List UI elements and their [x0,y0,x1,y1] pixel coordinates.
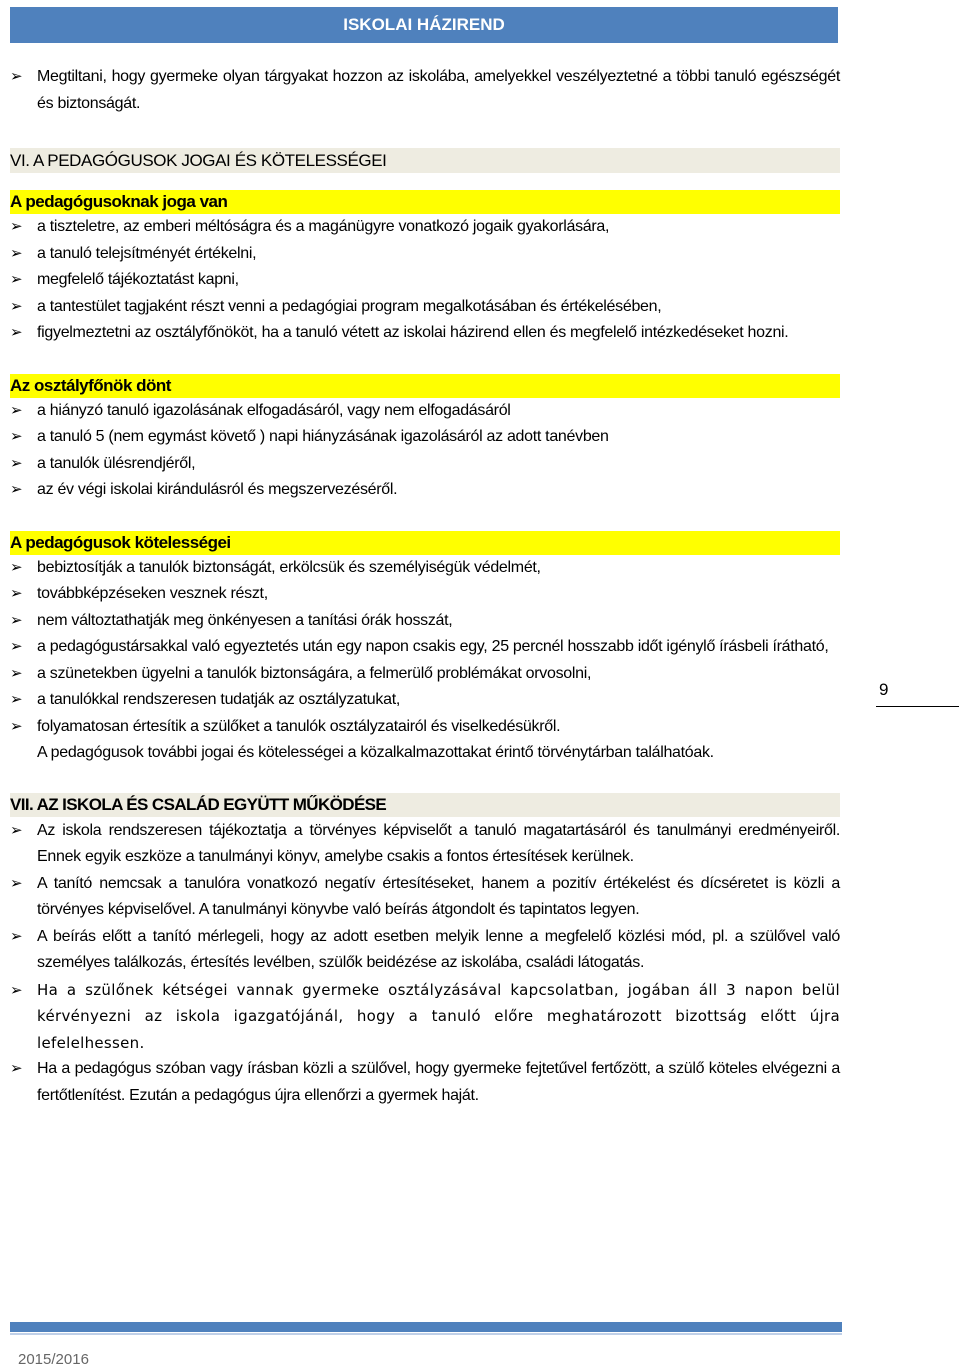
list-item: ➢ A beírás előtt a tanító mérlegeli, hogy az adott esetben melyik lenne a megfelelő közlési mód, pl. a szülővel való személyes találkozás, értesítés levélben, szülők beidézése az iskolába, családi látogatás. [10,924,840,977]
list-item: ➢ figyelmeztetni az osztályfőnököt, ha a tanuló vétett az iskolai házirend ellen és megfelelő intézkedéseket hozni. [10,320,840,347]
arrow-bullet-icon: ➢ [10,585,23,602]
page-content [10,64,840,1109]
arrow-bullet-icon: ➢ [10,244,23,262]
duties-heading: A pedagógusok kötelességei [10,531,840,555]
list-item: ➢ a tanuló 5 (nem egymást követő ) napi hiányzásának igazolásáról az adott tanévben [10,424,840,451]
duties-list [10,555,840,767]
list-item: ➢ Ha a pedagógus szóban vagy írásban közli a szülővel, hogy gyermeke fejtetűvel fertőzött, a szülő köteles elvégezni a fertőtlenítést. Ezután a pedagógus újra ellenőrzi a gyermek haját. [10,1056,840,1109]
list-item [10,64,840,117]
arrow-bullet-icon: ➢ [10,454,23,472]
list-item-text: Megtiltani, hogy gyermeke olyan tárgyakat hozzon az iskolába, amelyekkel veszélyeztetné a többi tanuló egészségét és biztonságát. [37,68,840,112]
list-item: ➢ A tanító nemcsak a tanulóra vonatkozó negatív értesítéseket, hanem a pozitív értékelést és dícséretet is közli a törvényes képviselővel. A tanulmányi könyvbe való beírás átgondolt és tapintatos legyen. [10,871,840,924]
arrow-bullet-icon: ➢ [10,297,23,315]
document-title: ISKOLAI HÁZIREND [343,15,505,34]
section-7-heading: VII. AZ ISKOLA ÉS CSALÁD EGYÜTT MŰKÖDÉSE [10,793,840,817]
list-item: ➢ a szünetekben ügyelni a tanulók biztonságára, a felmerülő problémákat orvosolni, [10,661,840,688]
arrow-bullet-icon: ➢ [10,558,23,576]
footer-divider [10,1333,842,1335]
arrow-bullet-icon: ➢ [10,1060,23,1077]
arrow-bullet-icon: ➢ [10,401,23,419]
arrow-bullet-icon: ➢ [10,324,23,341]
list-item: ➢ a hiányzó tanuló igazolásának elfogadásáról, vagy nem elfogadásáról [10,398,840,425]
list-item: ➢ továbbképzéseken vesznek részt, [10,581,840,608]
arrow-bullet-icon: ➢ [10,428,23,445]
list-item: ➢ megfelelő tájékoztatást kapni, [10,267,840,294]
rights-list [10,214,840,347]
document-title-banner [10,7,838,43]
list-item: ➢ a tanulók ülésrendjéről, [10,451,840,478]
rights-heading: A pedagógusoknak joga van [10,190,840,214]
list-item: ➢ bebiztosítják a tanulók biztonságát, erkölcsük és személyiségük védelmét, [10,555,840,582]
arrow-bullet-icon: ➢ [10,691,23,708]
section-6-heading: VI. A PEDAGÓGUSOK JOGAI ÉS KÖTELESSÉGEI [10,148,840,173]
footer-bar [10,1322,842,1332]
list-item: ➢ a pedagógustársakkal való egyeztetés után egy napon csakis egy, 25 percnél hosszabb időt igénylő írásbeli írátható, [10,634,840,661]
homeroom-list [10,398,840,504]
duties-note: A pedagógusok további jogai és kötelességei a közalkalmazottakat érintő törvénytárban találhatóak. [37,744,714,761]
homeroom-heading: Az osztályfőnök dönt [10,374,840,398]
page-number: 9 [876,680,959,707]
list-item: ➢ nem változtathatják meg önkényesen a tanítási órák hosszát, [10,608,840,635]
list-item: ➢ a tantestület tagjaként részt venni a pedagógiai program megalkotásában és értékelésében, [10,294,840,321]
arrow-bullet-icon: ➢ [10,218,23,235]
list-item: ➢ a tanuló telejsítményét értékelni, [10,241,840,268]
list-item: ➢ a tanulókkal rendszeresen tudatják az osztályzatukat, [10,687,840,714]
list-item: ➢ folyamatosan értesítik a szülőket a tanulók osztályzatairól és viselkedésükről. [10,714,840,741]
arrow-bullet-icon: ➢ [10,68,23,85]
arrow-bullet-icon: ➢ [10,481,23,498]
arrow-bullet-icon: ➢ [10,611,23,629]
arrow-bullet-icon: ➢ [10,874,23,892]
arrow-bullet-icon: ➢ [10,271,23,288]
list-item: ➢ az év végi iskolai kirándulásról és megszervezéséről. [10,477,840,504]
arrow-bullet-icon: ➢ [10,821,23,839]
arrow-bullet-icon: ➢ [10,638,23,655]
list-item: ➢ Ha a szülőnek kétségei vannak gyermeke osztályzásával kapcsolatban, jogában áll 3 napon belül kérvényezni az iskola igazgatójánál, hogy a tanuló előre meghatározott bizottság előtt újra lefelelhessen. [10,977,840,1057]
arrow-bullet-icon: ➢ [10,927,23,945]
footer-school-year: 2015/2016 [18,1351,89,1368]
list-item: ➢ a tiszteletre, az emberi méltóságra és a magánügyre vonatkozó jogaik gyakorlására, [10,214,840,241]
section-7-list [10,818,840,1110]
arrow-bullet-icon: ➢ [10,664,23,682]
list-item: ➢ Az iskola rendszeresen tájékoztatja a törvényes képviselőt a tanuló magatartásáról és tanulmányi eredményeiről. Ennek egyik eszköze a tanulmányi könyv, amelybe csakis a fontos értesítések kerülnek. [10,818,840,871]
arrow-bullet-icon: ➢ [10,717,23,735]
arrow-bullet-icon: ➢ [10,980,23,999]
